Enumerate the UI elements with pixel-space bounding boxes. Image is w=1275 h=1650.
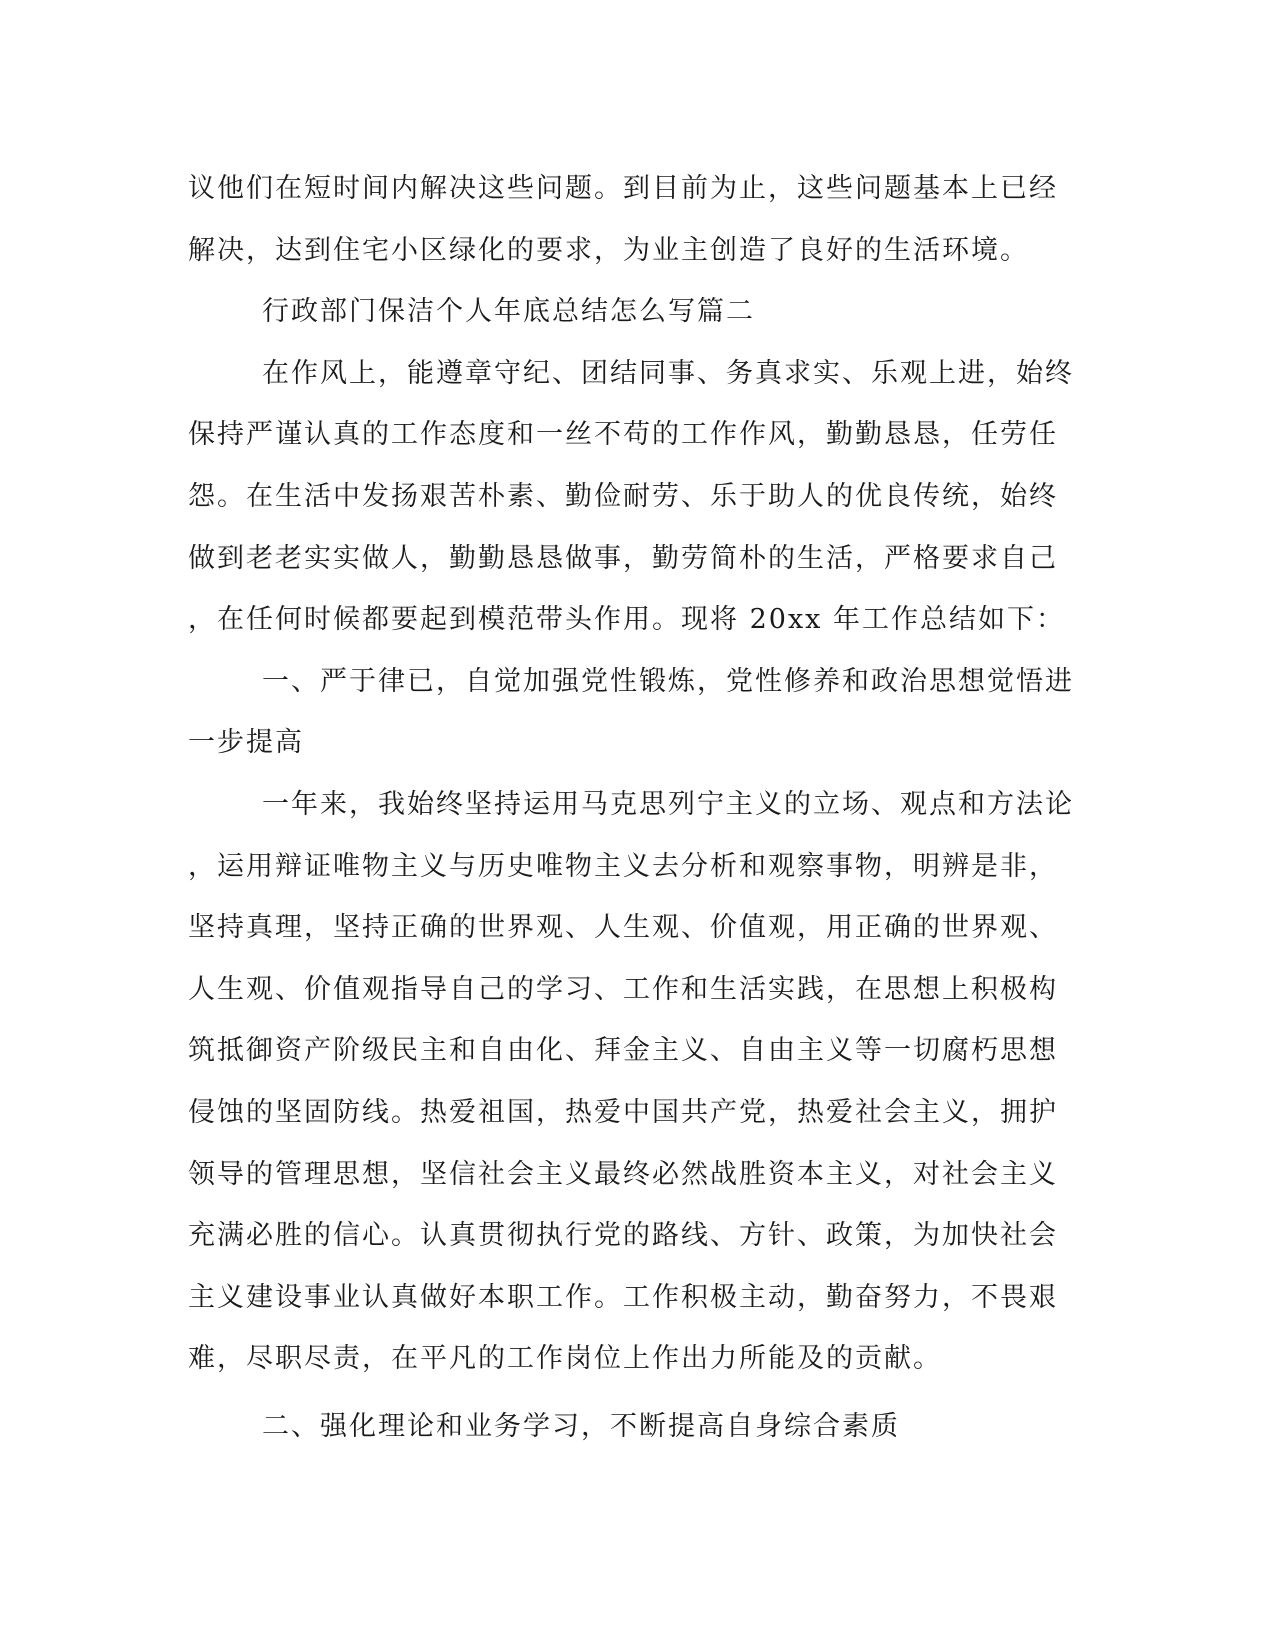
- subheading-line: 一步提高: [188, 727, 304, 759]
- text-line: 议他们在短时间内解决这些问题。到目前为止，这些问题基本上已经: [188, 173, 1058, 204]
- text-line: 坚持真理，坚持正确的世界观、人生观、价值观，用正确的世界观、: [188, 912, 1058, 944]
- text-line: 难，尽职尽责，在平凡的工作岗位上作出力所能及的贡献。: [188, 1343, 942, 1375]
- subheading-line: 二、强化理论和业务学习，不断提高自身综合素质: [262, 1410, 900, 1442]
- text-line: 在作风上，能遵章守纪、团结同事、务真求实、乐观上进，始终: [262, 357, 1074, 389]
- text-line: 保持严谨认真的工作态度和一丝不苟的工作作风，勤勤恳恳，任劳任: [188, 419, 1058, 451]
- text-line: 怨。在生活中发扬艰苦朴素、勤俭耐劳、乐于助人的优良传统，始终: [188, 480, 1058, 512]
- text-line: 领导的管理思想，坚信社会主义最终必然战胜资本主义，对社会主义: [188, 1158, 1058, 1190]
- text-line: 解决，达到住宅小区绿化的要求，为业主创造了良好的生活环境。: [188, 234, 1029, 266]
- text-line: 一年来，我始终坚持运用马克思列宁主义的立场、观点和方法论: [262, 788, 1074, 820]
- text-line: 做到老老实实做人，勤勤恳恳做事，勤劳简朴的生活，严格要求自己: [188, 542, 1058, 574]
- section-heading: 行政部门保洁个人年底总结怎么写篇二: [262, 296, 755, 328]
- document-body: [188, 158, 1074, 1457]
- text-line: 侵蚀的坚固防线。热爱祖国，热爱中国共产党，热爱社会主义，拥护: [188, 1096, 1058, 1128]
- text-line: 主义建设事业认真做好本职工作。工作积极主动，勤奋努力，不畏艰: [188, 1281, 1058, 1313]
- text-line: 筑抵御资产阶级民主和自由化、拜金主义、自由主义等一切腐朽思想: [188, 1035, 1058, 1067]
- text-line: 充满必胜的信心。认真贯彻执行党的路线、方针、政策，为加快社会: [188, 1220, 1058, 1252]
- text-line: 人生观、价值观指导自己的学习、工作和生活实践，在思想上积极构: [188, 973, 1058, 1005]
- text-line: ，运用辩证唯物主义与历史唯物主义去分析和观察事物，明辨是非，: [188, 850, 1058, 882]
- text-line: ，在任何时候都要起到模范带头作用。现将 20xx 年工作总结如下：: [188, 604, 1065, 636]
- subheading-line: 一、严于律已，自觉加强党性锻炼，党性修养和政治思想觉悟进: [262, 665, 1074, 697]
